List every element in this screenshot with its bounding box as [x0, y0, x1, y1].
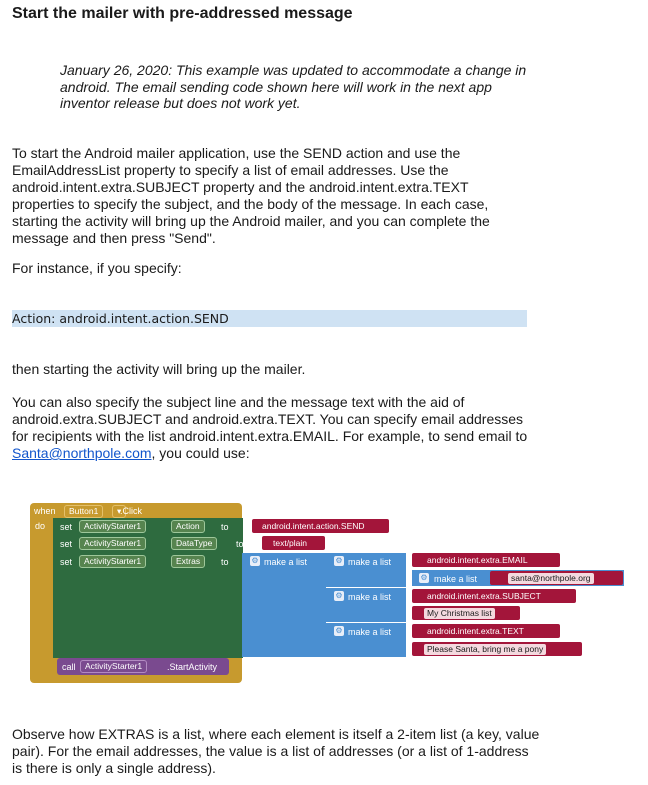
paragraph-mailer: then starting the activity will bring up the mailer.	[12, 361, 306, 377]
gear-icon[interactable]: ⚙	[335, 556, 343, 565]
gear-icon[interactable]: ⚙	[335, 626, 343, 635]
call-label: call	[62, 662, 76, 672]
extras-dropdown[interactable]: Extras	[171, 555, 205, 568]
make-list-label: make a list	[348, 627, 392, 637]
to-label: to	[221, 557, 229, 567]
address-string-value: santa@northpole.org	[508, 573, 594, 584]
click-dropdown-icon[interactable]: ▾	[112, 505, 126, 518]
do-label: do	[35, 521, 46, 531]
gear-icon[interactable]: ⚙	[251, 556, 259, 565]
set-label: set	[60, 557, 73, 567]
text-string-value: Please Santa, bring me a pony	[424, 644, 546, 655]
datatype-string-value: text/plain	[270, 538, 310, 549]
gear-icon[interactable]: ⚙	[335, 591, 343, 600]
set-label: set	[60, 539, 73, 549]
component-dropdown[interactable]: ActivityStarter1	[79, 537, 146, 550]
component-dropdown[interactable]: ActivityStarter1	[79, 555, 146, 568]
email-key-value: android.intent.extra.EMAIL	[424, 555, 531, 566]
paragraph-intro: To start the Android mailer application, use the SEND action and use the EmailAddressList property to specify a list of email addresses. Use the android.intent.extra.SUBJECT property and the android.intent.extra.TEXT properties to specify the subject, and the body of the message. In each case, starting the activity will bring up the Android mailer, and you can complete the message and then press "Send".	[12, 145, 490, 246]
to-label: to	[221, 522, 229, 532]
set-label: set	[60, 522, 73, 532]
make-list-label: make a list	[348, 557, 392, 567]
make-list-label: make a list	[264, 557, 308, 567]
paragraph-instance: For instance, if you specify:	[12, 260, 182, 276]
make-list-label: make a list	[434, 574, 478, 584]
gear-icon[interactable]: ⚙	[420, 573, 428, 582]
make-list-label: make a list	[348, 592, 392, 602]
subject-string-value: My Christmas list	[424, 608, 495, 619]
paragraph-observe: Observe how EXTRAS is a list, where each element is itself a 2-item list (a key, value pair). For the email addresses, the value is a list of addresses (or a list of 1-address is there is only a single address).	[12, 726, 540, 776]
click-event-label: .Click	[120, 506, 142, 516]
santa-email-link[interactable]: Santa@northpole.com	[12, 445, 152, 461]
text-key-value: android.intent.extra.TEXT	[424, 626, 527, 637]
datatype-dropdown[interactable]: DataType	[171, 537, 217, 550]
action-dropdown[interactable]: Action	[171, 520, 205, 533]
update-note: January 26, 2020: This example was updated to accommodate a change in android. The email sending code shown here will work in the next app inventor release but does not work yet.	[60, 62, 527, 111]
component-dropdown[interactable]: ActivityStarter1	[79, 520, 146, 533]
page-title: Start the mailer with pre-addressed message	[12, 5, 353, 22]
button1-dropdown[interactable]: Button1	[64, 505, 103, 518]
when-label: when	[34, 506, 56, 516]
to-label: to	[236, 539, 244, 549]
paragraph-extras-tail: , you could use:	[151, 445, 250, 461]
subject-key-value: android.intent.extra.SUBJECT	[424, 591, 544, 602]
paragraph-extras	[12, 394, 532, 462]
component-dropdown[interactable]: ActivityStarter1	[80, 660, 147, 673]
code-line: Action: android.intent.action.SEND	[12, 310, 527, 327]
paragraph-extras-text: You can also specify the subject line and the message text with the aid of android.extra.SUBJECT and android.extra.TEXT. You can specify email addresses for recipients with the list android.intent.extra.EMAIL. For example, to send email to	[12, 394, 528, 444]
outer-list-block[interactable]	[242, 553, 326, 657]
action-string-value: android.intent.action.SEND	[259, 521, 368, 532]
start-activity-label: .StartActivity	[167, 662, 218, 672]
